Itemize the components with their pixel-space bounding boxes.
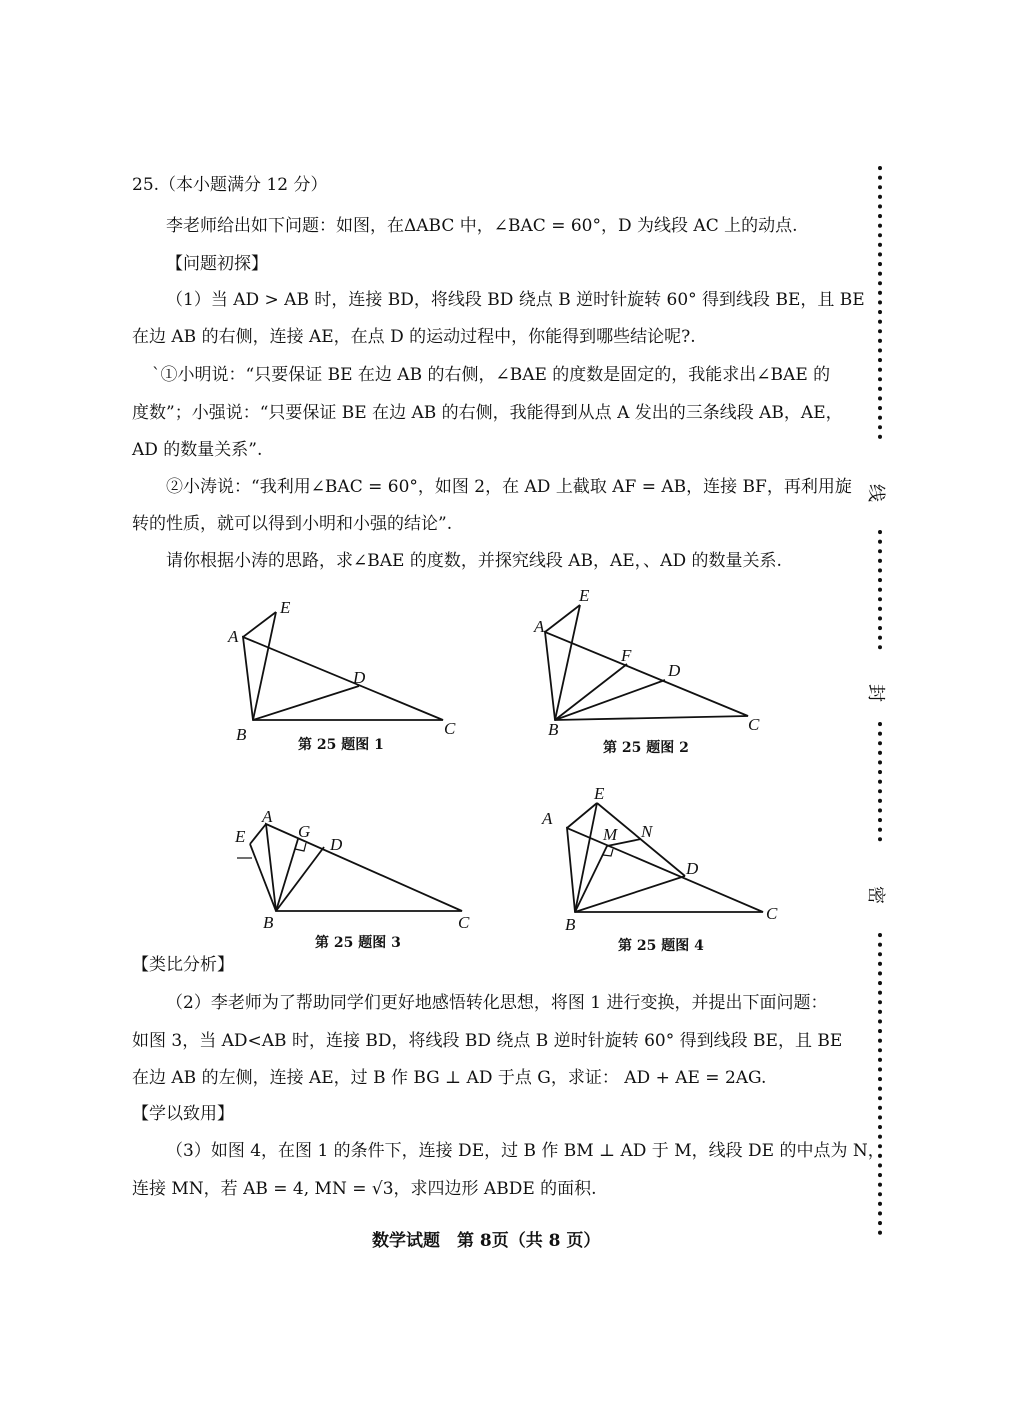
fig3-label-g: G	[298, 822, 311, 841]
figure-4-caption: 第 25 题图 4	[618, 938, 704, 954]
fig2-label-c: C	[748, 715, 760, 734]
question-intro: 李老师给出如下问题：如图，在ΔABC 中，∠BAC = 60°，D 为线段 AC 上的动点.	[166, 216, 798, 236]
fig1-label-a: A	[228, 627, 239, 646]
fig1-label-e: E	[280, 598, 291, 617]
figure-2-caption: 第 25 题图 2	[603, 740, 689, 756]
question-header: 25.（本小题满分 12 分）	[132, 175, 328, 195]
fig4-label-a: A	[542, 809, 553, 828]
part1-line1: （1）当 AD > AB 时，连接 BD，将线段 BD 绕点 B 逆时针旋转 60° 得到线段 BE，且 BE	[166, 290, 865, 310]
margin-char-xian: 线	[865, 484, 886, 502]
part3-line2: 连接 MN，若 AB = 4, MN = √3，求四边形 ABDE 的面积.	[132, 1179, 597, 1199]
xiaotao-line2: 转的性质，就可以得到小明和小强的结论”.	[132, 514, 453, 534]
xiaotao-line1: ②小涛说：“我利用∠BAC = 60°，如图 2，在 AD 上截取 AF = AB，连接 BF，再利用旋	[166, 477, 852, 497]
fig4-label-m: M	[603, 825, 618, 844]
margin-char-feng: 封	[865, 684, 886, 702]
section-title-analogy: 【类比分析】	[132, 955, 234, 975]
fig3-label-c: C	[458, 913, 470, 932]
fig2-label-a: A	[534, 617, 545, 636]
xiaoming-line3: AD 的数量关系”.	[132, 440, 263, 460]
fig2-label-b: B	[548, 720, 559, 739]
part1-line2: 在边 AB 的右侧，连接 AE，在点 D 的运动过程中，你能得到哪些结论呢?.	[132, 327, 696, 347]
section-title-application: 【学以致用】	[132, 1104, 234, 1124]
part3-line1: （3）如图 4，在图 1 的条件下，连接 DE，过 B 作 BM ⊥ AD 于 M，线段 DE 的中点为 N，	[166, 1141, 885, 1161]
fig3-label-b: B	[263, 913, 274, 932]
section-title-explore: 【问题初探】	[166, 254, 268, 274]
page-footer: 数学试题 第 8页（共 8 页）	[372, 1231, 601, 1251]
fig2-label-d: D	[668, 661, 681, 680]
xiaoming-line2: 度数”；小强说：“只要保证 BE 在边 AB 的右侧，我能得到从点 A 发出的三条线段 AB，AE，	[132, 403, 843, 423]
fig1-label-d: D	[353, 668, 366, 687]
part2-line2: 如图 3，当 AD<AB 时，连接 BD，将线段 BD 绕点 B 逆时针旋转 60° 得到线段 BE，且 BE	[132, 1031, 843, 1051]
part2-line3: 在边 AB 的左侧，连接 AE，过 B 作 BG ⊥ AD 于点 G，求证： AD + AE = 2AG.	[132, 1068, 767, 1088]
fig3-label-d: D	[330, 835, 343, 854]
fig2-label-f: F	[621, 646, 632, 665]
part2-line1: （2）李老师为了帮助同学们更好地感悟转化思想，将图 1 进行变换，并提出下面问题：	[166, 993, 828, 1013]
xiaoming-line1: `①小明说：“只要保证 BE 在边 AB 的右侧，∠BAE 的度数是固定的，我能求出∠BAE 的	[152, 365, 831, 385]
task-line: 请你根据小涛的思路，求∠BAE 的度数，并探究线段 AB，AE，、AD 的数量关系.	[166, 551, 782, 571]
fig4-label-c: C	[766, 904, 778, 923]
fig4-label-d: D	[686, 859, 699, 878]
fig1-label-c: C	[444, 719, 456, 738]
fig2-label-e: E	[579, 586, 590, 605]
fig3-label-a: A	[262, 807, 273, 826]
fig4-label-e: E	[594, 784, 605, 803]
figure-3-caption: 第 25 题图 3	[315, 935, 401, 951]
fig3-label-e: E	[235, 827, 246, 846]
fig4-label-b: B	[565, 915, 576, 934]
fig4-label-n: N	[641, 822, 653, 841]
fig1-label-b: B	[236, 725, 247, 744]
figure-1-caption: 第 25 题图 1	[298, 737, 384, 753]
margin-char-mi: 密	[865, 886, 886, 904]
